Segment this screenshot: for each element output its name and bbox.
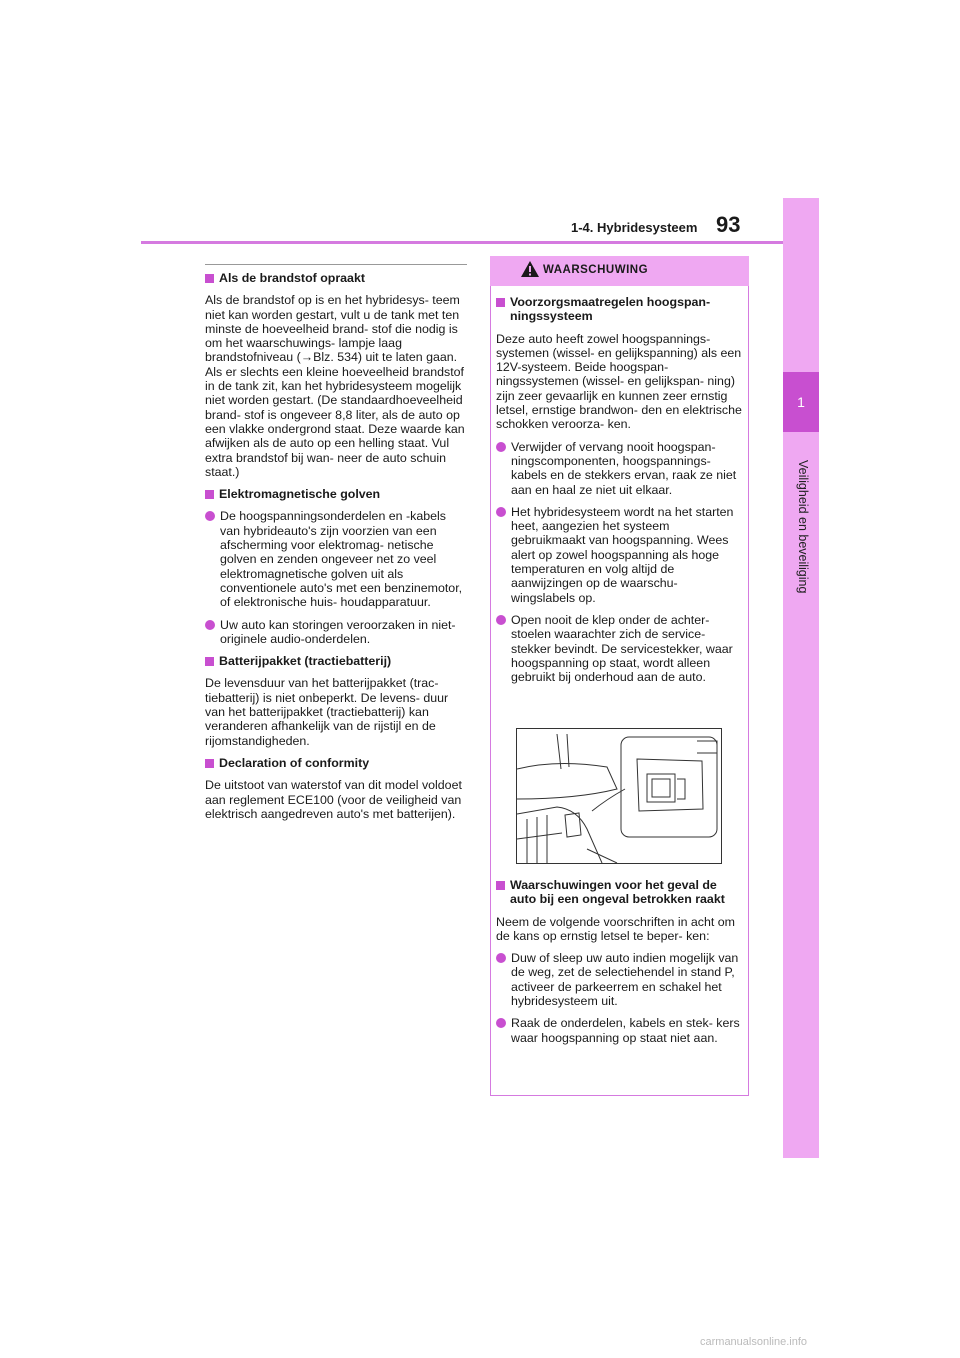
chapter-number: 1: [783, 372, 819, 432]
square-bullet-icon: [496, 298, 505, 307]
left-column-rule: [205, 264, 467, 265]
list-item: Duw of sleep uw auto indien mogelijk van de weg, zet de selectiehendel in stand P, activeer de parkeerrem en schakel het hybridesysteem uit.: [496, 951, 744, 1008]
section-title: 1-4. Hybridesysteem: [571, 220, 698, 235]
square-bullet-icon: [205, 490, 214, 499]
heading-fuel: Als de brandstof opraakt: [205, 271, 469, 285]
warning-title: WAARSCHUWING: [543, 264, 649, 276]
square-bullet-icon: [496, 881, 505, 890]
circle-bullet-icon: [496, 442, 506, 452]
heading-conformity: Declaration of conformity: [205, 756, 469, 770]
paragraph-fuel: Als de brandstof op is en het hybridesys- teem niet kan worden gestart, vult u de tank met ten minste de hoeveelheid brand- stof die nodig is om het waarschuwings- lampje laag brandstofniveau (→Blz. 534) uit te laten gaan. Als er slechts een kleine hoeveelheid brandstof in de tank zit, kan het hybridesysteem mogelijk niet worden gestart. (De standaardhoeveelheid brand- stof is ongeveer 8,8 liter, als de auto op een vlakke ondergrond staat. Deze waarde kan afwijken als de auto op een helling staat. Vul extra brandstof bij wan- neer de auto schuin staat.): [205, 293, 465, 479]
service-plug-illustration: [516, 728, 722, 864]
warning-content-bottom: [496, 878, 744, 1053]
square-bullet-icon: [205, 759, 214, 768]
circle-bullet-icon: [496, 1018, 506, 1028]
warning-triangle-icon: [520, 260, 540, 278]
paragraph-accident: Neem de volgende voorschriften in acht om de kans op ernstig letsel te beper- ken:: [496, 914, 735, 943]
heading-battery: Batterijpakket (tractiebatterij): [205, 654, 469, 668]
paragraph-conformity: De uitstoot van waterstof van dit model voldoet aan reglement ECE100 (voor de veiligheid van elektrisch aangedreven auto's met batterijen).: [205, 778, 462, 821]
heading-accident: Waarschuwingen voor het geval de auto bij een ongeval betrokken raakt: [496, 878, 744, 907]
warning-content-top: [496, 295, 744, 692]
paragraph-battery: De levensduur van het batterijpakket (trac- tiebatterij) is niet onbeperkt. De levens- duur van het batterijpakket (tractiebatterij) kan veranderen afhankelijk van de rijstijl en de rijomstandigheden.: [205, 676, 449, 748]
page-number: 93: [716, 212, 741, 237]
paragraph-hv: Deze auto heeft zowel hoogspannings- systemen (wissel- en gelijkspanning) als een 12V-systeem. Beide hoogspan- ningssystemen (wissel- en gelijkspan- ning) zijn zeer gevaarlijk en kunnen zeer ernstig letsel, ernstige brandwon- den en elektrische schokken veroorza- ken.: [496, 331, 742, 432]
list-item: Het hybridesysteem wordt na het starten heet, aangezien het systeem gebruikmaakt van hoogspanning. Wees alert op zowel hoogspanning als hoge temperaturen en volg altijd de aanwijzingen op de waarschu- wingslabels op.: [496, 505, 744, 605]
list-item: Open nooit de klep onder de achter- stoelen waarachter zich de service- stekker bevindt. De servicestekker, waar hoogspanning op staat, wordt alleen gebruikt bij onderhoud aan de auto.: [496, 613, 744, 684]
circle-bullet-icon: [496, 507, 506, 517]
list-item: De hoogspanningsonderdelen en -kabels van hybrideauto's zijn voorzien van een afscherming voor elektromag- netische golven en zenden ongeveer net zo veel elektromagnetische golven uit als conventionele auto's met een benzinemotor, of elektronische huis- houdapparatuur.: [205, 509, 469, 609]
car-interior-drawing: [517, 729, 721, 863]
list-item: Raak de onderdelen, kabels en stek- kers waar hoogspanning op staat niet aan.: [496, 1016, 744, 1045]
circle-bullet-icon: [496, 615, 506, 625]
left-column: [205, 271, 469, 829]
chapter-sidebar: [783, 198, 819, 1158]
header-rule: [141, 241, 783, 244]
square-bullet-icon: [205, 274, 214, 283]
circle-bullet-icon: [205, 620, 215, 630]
list-item: Verwijder of vervang nooit hoogspan- ningscomponenten, hoogspannings- kabels en de stekkers ervan, raak ze niet aan en haal ze niet uit elkaar.: [496, 440, 744, 497]
chapter-title: Veiligheid en beveiliging: [796, 460, 810, 594]
watermark: carmanualsonline.info: [700, 1336, 808, 1348]
circle-bullet-icon: [205, 511, 215, 521]
heading-em-waves: Elektromagnetische golven: [205, 487, 469, 501]
list-item: Uw auto kan storingen veroorzaken in niet-originele audio-onderdelen.: [205, 618, 469, 647]
square-bullet-icon: [205, 657, 214, 666]
circle-bullet-icon: [496, 953, 506, 963]
heading-hv-precautions: Voorzorgsmaatregelen hoogspan- ningssysteem: [496, 295, 744, 324]
